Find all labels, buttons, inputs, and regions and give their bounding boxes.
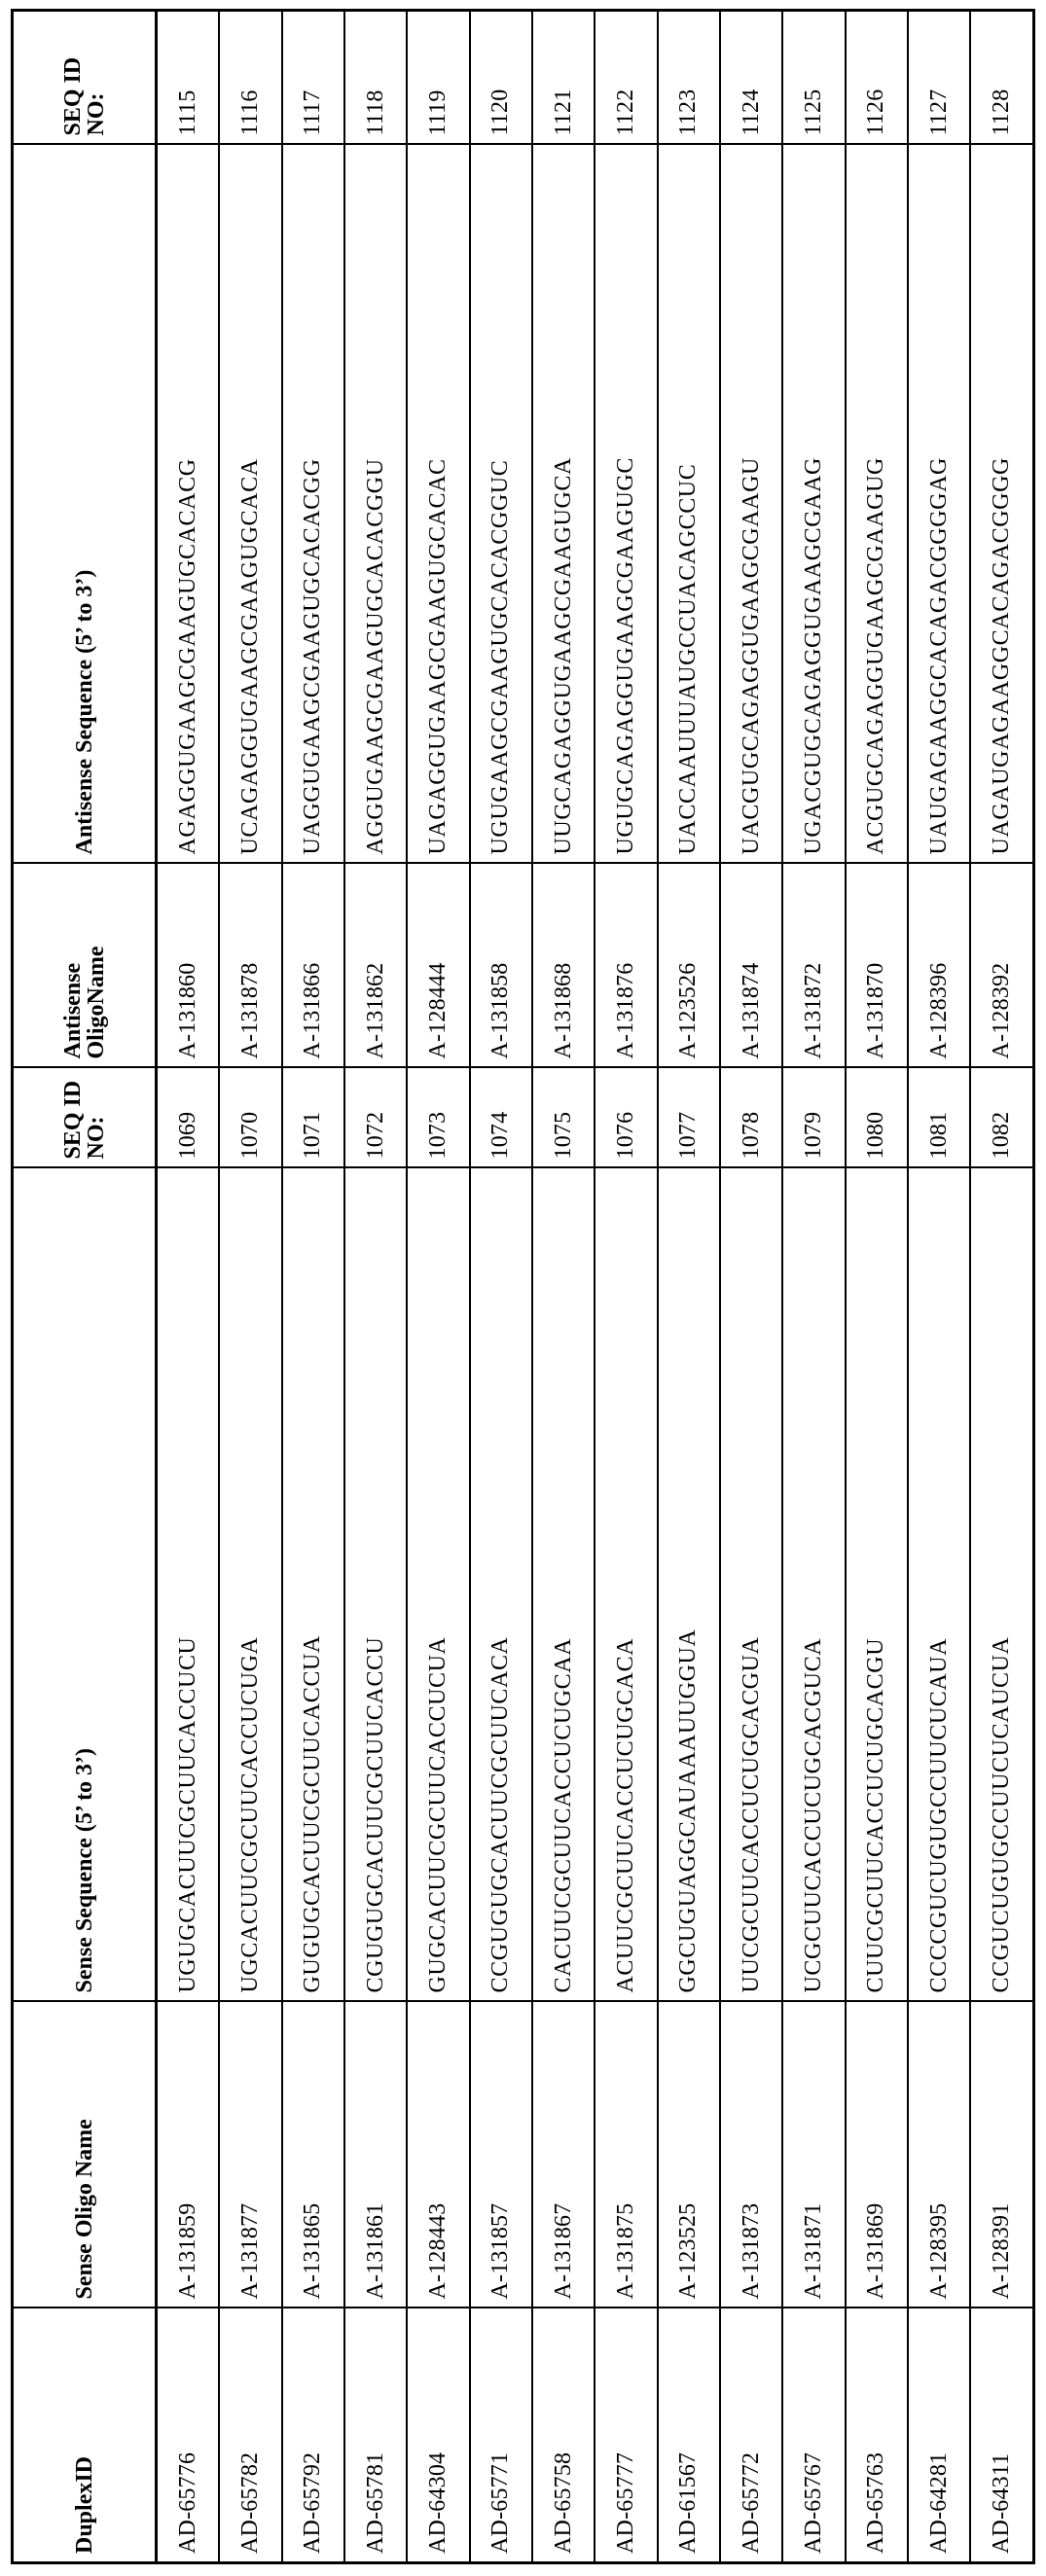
sense-sequence-cell: CCGUCUGUGCCUUCUCAUCUA — [970, 1168, 1033, 2002]
antisense-seq-id-cell: 1119 — [407, 11, 469, 145]
antisense-sequence-cell: UACCAAUUUAUGCCUACAGCCUC — [658, 145, 720, 864]
antisense-seq-id-cell: 1118 — [344, 11, 407, 145]
antisense-oligo-cell: A-131862 — [344, 864, 407, 1068]
table-row — [908, 11, 970, 2563]
antisense-seq-id-cell: 1128 — [970, 11, 1033, 145]
table-row — [658, 11, 720, 2563]
duplex-id-cell: AD-65771 — [470, 2308, 532, 2563]
header-antisense-sequence: Antisense Sequence (5’ to 3’) — [13, 145, 157, 864]
antisense-oligo-cell: A-128392 — [970, 864, 1033, 1068]
sense-sequence-cell: CCGUGUGCACUUCGCUUCACA — [470, 1168, 532, 2002]
header-row — [13, 11, 157, 2563]
sense-seq-id-cell: 1081 — [908, 1068, 970, 1168]
sense-seq-id-cell: 1079 — [782, 1068, 845, 1168]
table-row — [407, 11, 469, 2563]
antisense-sequence-cell: ACGUGCAGAGGUGAAGCGAAGUG — [846, 145, 908, 864]
sense-sequence-cell: CCCCGUCUGUGCCUUCUCAUA — [908, 1168, 970, 2002]
antisense-sequence-cell: UACGUGCAGAGGUGAAGCGAAGU — [720, 145, 782, 864]
sense-seq-id-cell: 1082 — [970, 1068, 1033, 1168]
table-row — [720, 11, 782, 2563]
antisense-oligo-cell: A-123526 — [658, 864, 720, 1068]
duplex-id-cell: AD-61567 — [658, 2308, 720, 2563]
sense-sequence-cell: GUGCACUUCGCUUCACCUCUA — [407, 1168, 469, 2002]
table-row — [970, 11, 1033, 2563]
sense-sequence-cell: CACUUCGCUUCACCUCUGCAA — [532, 1168, 595, 2002]
antisense-sequence-cell: UAGAUGAGAAGGCACAGACGGGG — [970, 145, 1033, 864]
sense-oligo-cell: A-131869 — [846, 2002, 908, 2308]
duplex-id-cell: AD-64311 — [970, 2308, 1033, 2563]
duplex-id-cell: AD-65767 — [782, 2308, 845, 2563]
sense-sequence-cell: UGUGCACUUCGCUUCACCUCU — [157, 1168, 220, 2002]
duplex-id-cell: AD-65792 — [282, 2308, 344, 2563]
antisense-seq-id-cell: 1125 — [782, 11, 845, 145]
duplex-id-cell: AD-65772 — [720, 2308, 782, 2563]
table-row — [282, 11, 344, 2563]
table-row — [782, 11, 845, 2563]
antisense-sequence-cell: AGGUGAAGCGAAGUGCACACGGU — [344, 145, 407, 864]
table-row — [344, 11, 407, 2563]
sense-oligo-cell: A-131865 — [282, 2002, 344, 2308]
antisense-oligo-cell: A-131870 — [846, 864, 908, 1068]
antisense-sequence-cell: UGUGAAGCGAAGUGCACACGGUC — [470, 145, 532, 864]
header-sense-seq-id: SEQ ID NO: — [13, 1068, 157, 1168]
antisense-sequence-cell: UAGAGGUGAAGCGAAGUGCACAC — [407, 145, 469, 864]
antisense-sequence-cell: UGUGCAGAGGUGAAGCGAAGUGC — [595, 145, 657, 864]
sense-sequence-cell: GUGUGCACUUCGCUUCACCUA — [282, 1168, 344, 2002]
sense-seq-id-cell: 1072 — [344, 1068, 407, 1168]
sense-sequence-cell: UCGCUUCACCUCUGCACGUCA — [782, 1168, 845, 2002]
duplex-id-cell: AD-64304 — [407, 2308, 469, 2563]
sense-seq-id-cell: 1075 — [532, 1068, 595, 1168]
sense-seq-id-cell: 1073 — [407, 1068, 469, 1168]
sense-oligo-cell: A-128443 — [407, 2002, 469, 2308]
sense-oligo-cell: A-131877 — [219, 2002, 281, 2308]
sense-sequence-cell: GGCUGUAGGCAUAAAUUGGUA — [658, 1168, 720, 2002]
antisense-sequence-cell: UGACGUGCAGAGGUGAAGCGAAG — [782, 145, 845, 864]
sense-oligo-cell: A-123525 — [658, 2002, 720, 2308]
duplex-sequence-table — [11, 9, 1035, 2564]
antisense-seq-id-cell: 1115 — [157, 11, 220, 145]
duplex-id-cell: AD-65758 — [532, 2308, 595, 2563]
antisense-seq-id-cell: 1122 — [595, 11, 657, 145]
duplex-id-cell: AD-64281 — [908, 2308, 970, 2563]
antisense-oligo-cell: A-131876 — [595, 864, 657, 1068]
duplex-id-cell: AD-65781 — [344, 2308, 407, 2563]
sense-oligo-cell: A-131871 — [782, 2002, 845, 2308]
sense-seq-id-cell: 1077 — [658, 1068, 720, 1168]
antisense-oligo-cell: A-128444 — [407, 864, 469, 1068]
sense-sequence-cell: UUCGCUUCACCUCUGCACGUA — [720, 1168, 782, 2002]
sense-seq-id-cell: 1080 — [846, 1068, 908, 1168]
table-row — [219, 11, 281, 2563]
table-row — [157, 11, 220, 2563]
sense-oligo-cell: A-131867 — [532, 2002, 595, 2308]
duplex-id-cell: AD-65777 — [595, 2308, 657, 2563]
rotated-table-container — [11, 12, 1035, 2564]
table-row — [532, 11, 595, 2563]
antisense-seq-id-cell: 1120 — [470, 11, 532, 145]
antisense-sequence-cell: UCAGAGGUGAAGCGAAGUGCACA — [219, 145, 281, 864]
sense-oligo-cell: A-131857 — [470, 2002, 532, 2308]
antisense-seq-id-cell: 1127 — [908, 11, 970, 145]
antisense-seq-id-cell: 1123 — [658, 11, 720, 145]
antisense-seq-id-cell: 1126 — [846, 11, 908, 145]
header-antisense-seq-id: SEQ ID NO: — [13, 11, 157, 145]
sense-sequence-cell: ACUUCGCUUCACCUCUGCACA — [595, 1168, 657, 2002]
duplex-id-cell: AD-65776 — [157, 2308, 220, 2563]
sense-oligo-cell: A-131873 — [720, 2002, 782, 2308]
antisense-sequence-cell: UAGGUGAAGCGAAGUGCACACGG — [282, 145, 344, 864]
sense-seq-id-cell: 1070 — [219, 1068, 281, 1168]
antisense-oligo-cell: A-131874 — [720, 864, 782, 1068]
duplex-id-cell: AD-65763 — [846, 2308, 908, 2563]
sense-sequence-cell: CUUCGCUUCACCUCUGCACGU — [846, 1168, 908, 2002]
sense-seq-id-cell: 1076 — [595, 1068, 657, 1168]
antisense-oligo-cell: A-131878 — [219, 864, 281, 1068]
antisense-sequence-cell: UUGCAGAGGUGAAGCGAAGUGCA — [532, 145, 595, 864]
antisense-oligo-cell: A-131858 — [470, 864, 532, 1068]
table-row — [846, 11, 908, 2563]
sense-seq-id-cell: 1074 — [470, 1068, 532, 1168]
antisense-sequence-cell: AGAGGUGAAGCGAAGUGCACACG — [157, 145, 220, 864]
sense-oligo-cell: A-128395 — [908, 2002, 970, 2308]
sense-sequence-cell: CGUGUGCACUUCGCUUCACCU — [344, 1168, 407, 2002]
sense-seq-id-cell: 1078 — [720, 1068, 782, 1168]
table-row — [595, 11, 657, 2563]
header-antisense-oligo-name: Antisense OligoName — [13, 864, 157, 1068]
sense-oligo-cell: A-131875 — [595, 2002, 657, 2308]
header-sense-oligo-name: Sense Oligo Name — [13, 2002, 157, 2308]
antisense-oligo-cell: A-128396 — [908, 864, 970, 1068]
antisense-oligo-cell: A-131868 — [532, 864, 595, 1068]
header-duplex-id: DuplexID — [13, 2308, 157, 2563]
duplex-id-cell: AD-65782 — [219, 2308, 281, 2563]
sense-oligo-cell: A-128391 — [970, 2002, 1033, 2308]
sense-seq-id-cell: 1071 — [282, 1068, 344, 1168]
antisense-oligo-cell: A-131872 — [782, 864, 845, 1068]
antisense-seq-id-cell: 1116 — [219, 11, 281, 145]
antisense-seq-id-cell: 1124 — [720, 11, 782, 145]
header-sense-sequence: Sense Sequence (5’ to 3’) — [13, 1168, 157, 2002]
sense-oligo-cell: A-131861 — [344, 2002, 407, 2308]
antisense-sequence-cell: UAUGAGAAGGCACAGACGGGGAG — [908, 145, 970, 864]
sense-oligo-cell: A-131859 — [157, 2002, 220, 2308]
sense-seq-id-cell: 1069 — [157, 1068, 220, 1168]
antisense-oligo-cell: A-131860 — [157, 864, 220, 1068]
table-row — [470, 11, 532, 2563]
antisense-oligo-cell: A-131866 — [282, 864, 344, 1068]
sense-sequence-cell: UGCACUUCGCUUCACCUCUGA — [219, 1168, 281, 2002]
antisense-seq-id-cell: 1121 — [532, 11, 595, 145]
table-body — [157, 11, 1034, 2563]
antisense-seq-id-cell: 1117 — [282, 11, 344, 145]
